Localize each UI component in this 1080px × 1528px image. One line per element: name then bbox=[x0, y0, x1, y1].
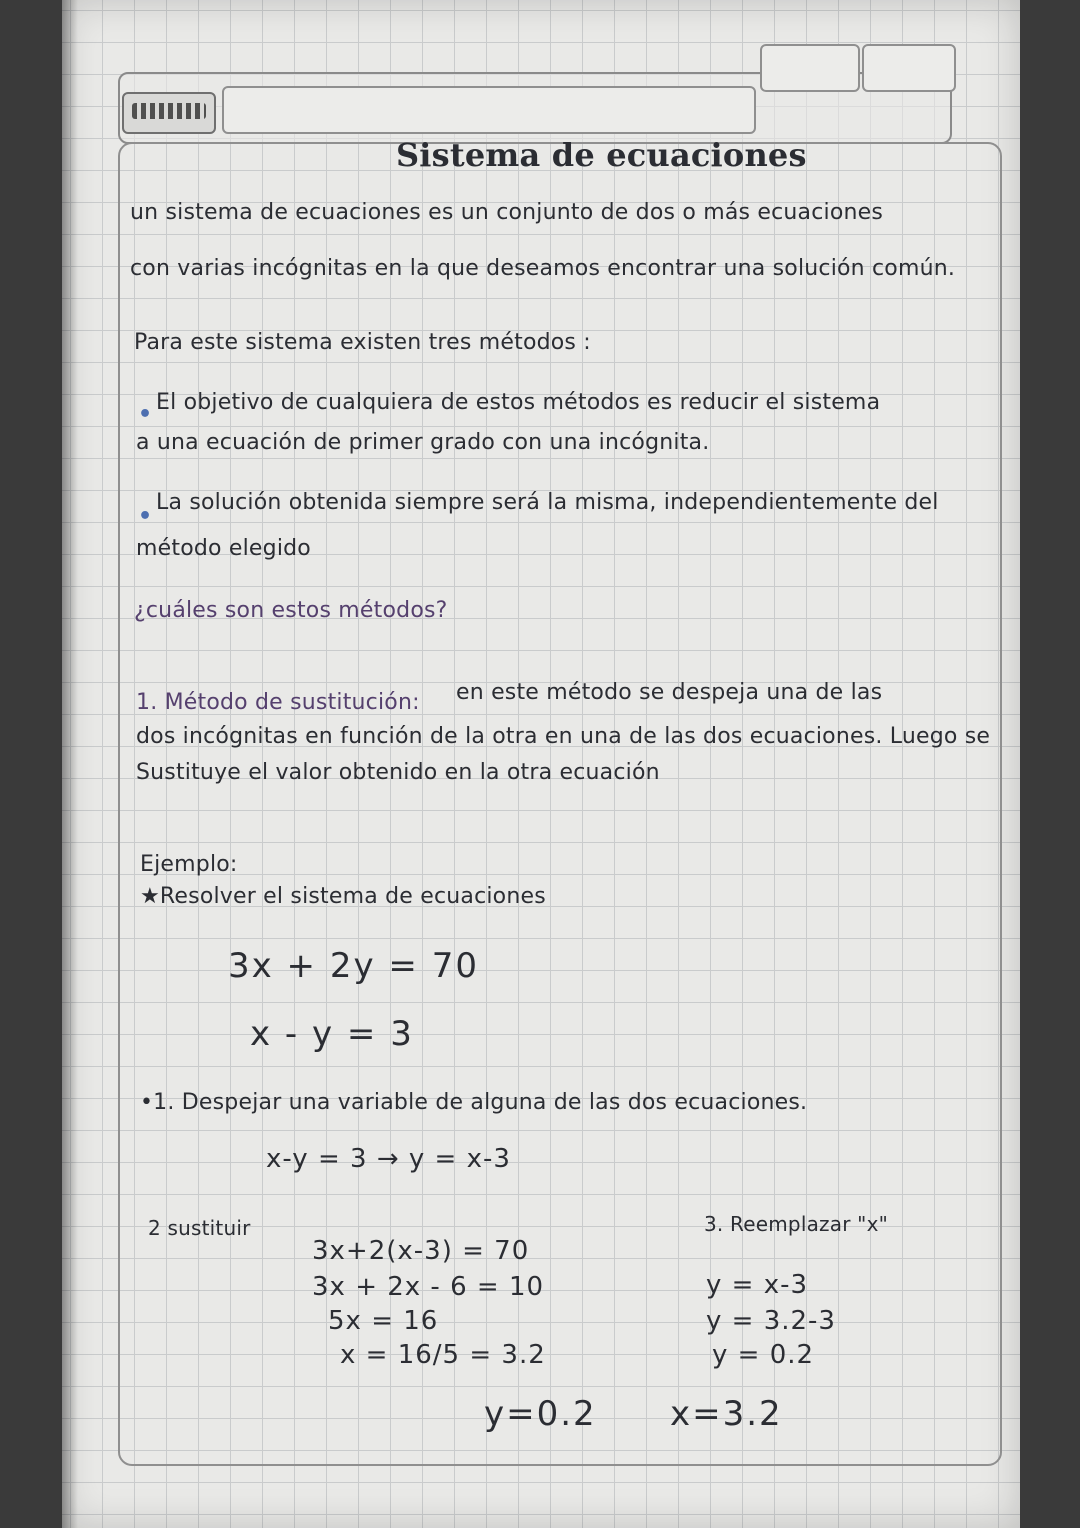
page-spine-shadow bbox=[62, 0, 78, 1528]
step-1: •1. Despejar una variable de alguna de las dos ecuaciones. bbox=[140, 1090, 808, 1115]
bullet-1-line-2: a una ecuación de primer grado con una incógnita. bbox=[136, 430, 710, 455]
step-3-line-3: y = 0.2 bbox=[712, 1340, 815, 1370]
page-title: Sistema de ecuaciones bbox=[396, 136, 807, 174]
step-2-label: 2 sustituir bbox=[148, 1216, 251, 1240]
method1-line-2: dos incógnitas en función de la otra en una de las dos ecuaciones. Luego se bbox=[136, 724, 991, 749]
header-date-box bbox=[222, 86, 756, 134]
logo-scribble bbox=[132, 103, 206, 119]
example-label: Ejemplo: bbox=[140, 852, 238, 877]
methods-intro: Para este sistema existen tres métodos : bbox=[134, 330, 591, 355]
step-3-line-1: y = x-3 bbox=[706, 1270, 809, 1300]
header-box-small-2 bbox=[862, 44, 956, 92]
bullet-1-line-1: El objetivo de cualquiera de estos métodos es reducir el sistema bbox=[156, 390, 881, 415]
step-2-line-4: x = 16/5 = 3.2 bbox=[340, 1340, 546, 1370]
method1-line-1: en este método se despeja una de las bbox=[456, 680, 883, 705]
method1-line-3: Sustituye el valor obtenido en la otra ecuación bbox=[136, 760, 660, 785]
bullet-dot-1: • bbox=[138, 402, 153, 427]
bullet-2-line-1: La solución obtenida siempre será la misma, independientemente del bbox=[156, 490, 939, 515]
intro-line-1: un sistema de ecuaciones es un conjunto de dos o más ecuaciones bbox=[130, 200, 884, 225]
equation-1: 3x + 2y = 70 bbox=[228, 946, 479, 986]
header-box-small bbox=[760, 44, 860, 92]
step-2-line-2: 3x + 2x - 6 = 10 bbox=[312, 1272, 545, 1302]
result-x: x=3.2 bbox=[670, 1394, 783, 1434]
bullet-dot-2: • bbox=[138, 504, 153, 529]
notebook-logo bbox=[122, 92, 216, 134]
example-instruction: ★Resolver el sistema de ecuaciones bbox=[140, 884, 546, 909]
method1-heading: 1. Método de sustitución: bbox=[136, 690, 420, 715]
result-y: y=0.2 bbox=[484, 1394, 597, 1434]
step-3-label: 3. Reemplazar "x" bbox=[704, 1212, 889, 1236]
intro-line-2: con varias incógnitas en la que deseamos encontrar una solución común. bbox=[130, 256, 956, 281]
equation-2: x - y = 3 bbox=[250, 1014, 414, 1054]
methods-question: ¿cuáles son estos métodos? bbox=[134, 598, 448, 623]
bullet-2-line-2: método elegido bbox=[136, 536, 311, 561]
step-2-line-1: 3x+2(x-3) = 70 bbox=[312, 1236, 530, 1266]
step-1-equation: x-y = 3 → y = x-3 bbox=[266, 1144, 511, 1174]
step-3-line-2: y = 3.2-3 bbox=[706, 1306, 836, 1336]
step-2-line-3: 5x = 16 bbox=[328, 1306, 439, 1336]
